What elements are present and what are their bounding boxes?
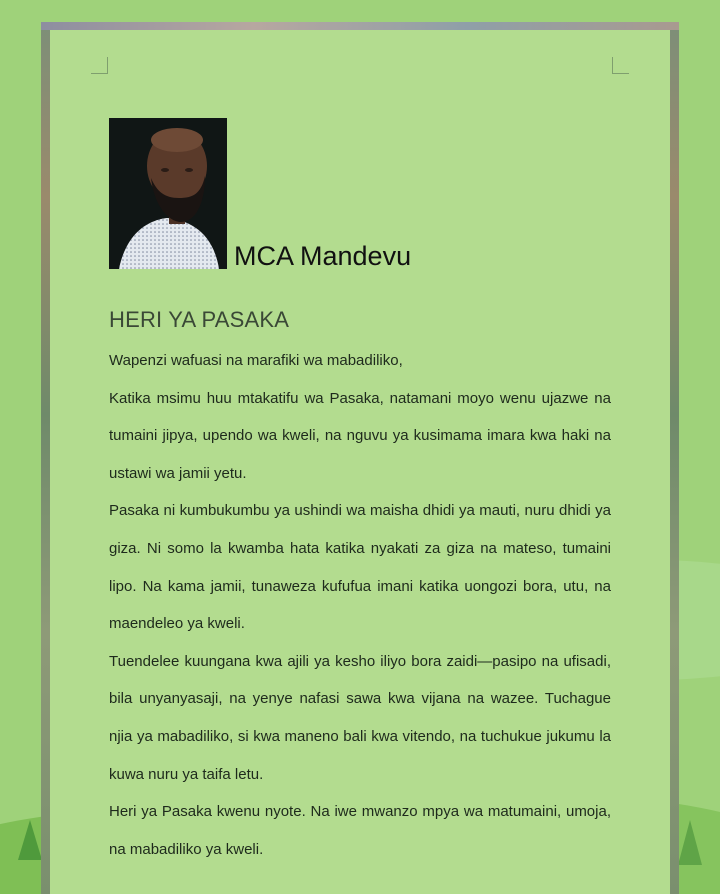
author-name: MCA Mandevu [234, 241, 412, 271]
corner-mark-top-right [612, 57, 629, 74]
paragraph-3: Tuendelee kuungana kwa ajili ya kesho iliyo bora zaidi—pasipo na ufisadi, bila unyanyasaji, na yenye nafasi sawa kwa vijana na wazee. Tuchague njia ya mabadiliko, si kwa maneno bali kwa vitendo, na tuchukue jukumu la kuwa nuru ya taifa letu. [109, 652, 611, 783]
frame-top-border [41, 22, 679, 30]
letter-header [109, 118, 611, 269]
letter-title: HERI YA PASAKA [109, 307, 290, 332]
paragraph-2: Pasaka ni kumbukumbu ya ushindi wa maisha dhidi ya mauti, nuru dhidi ya giza. Ni somo la kwamba hata katika nyakati za giza na mateso, tumaini lipo. Na kama jamii, tunaweza kufufua imani katika uongozi bora, utu, na maendeleo ya kweli. [109, 502, 611, 633]
author-photo [109, 118, 227, 269]
greeting-paragraph: Wapenzi wafuasi na marafiki wa mabadiliko, [109, 352, 403, 369]
paragraph-1: Katika msimu huu mtakatifu wa Pasaka, natamani moyo wenu ujazwe na tumaini jipya, upendo wa kweli, na nguvu ya kusimama imara kwa haki na ustawi wa jamii yetu. [109, 389, 611, 482]
paragraph-4: Heri ya Pasaka kwenu nyote. Na iwe mwanzo mpya wa matumaini, umoja, na mabadiliko ya kweli. [109, 803, 611, 858]
corner-mark-top-left [91, 57, 108, 74]
letter-content [109, 118, 611, 868]
letter-body [109, 342, 611, 868]
frame-left-border [41, 22, 50, 894]
frame-right-border [670, 22, 679, 894]
